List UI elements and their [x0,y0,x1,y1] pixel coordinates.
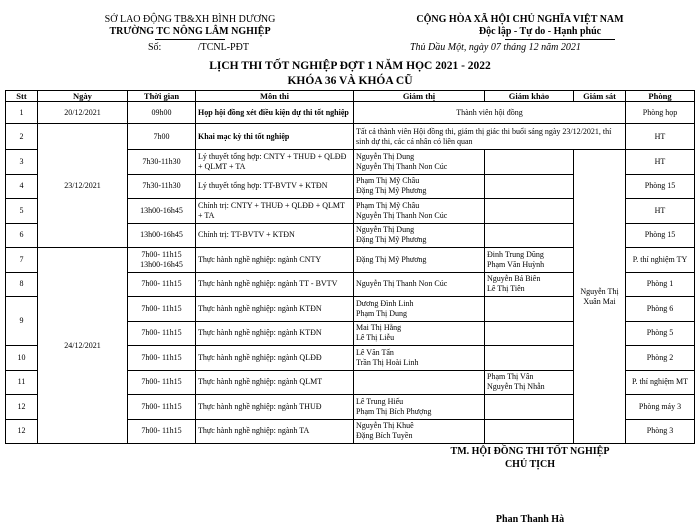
cell-subject: Thực hành nghề nghiệp: ngành CNTY [196,248,354,273]
cell-subject: Khai mạc kỳ thi tốt nghiệp [196,124,354,150]
cell-examiners [485,297,574,322]
cell-stt: 2 [6,124,38,150]
cell-invigilators: Dương Đình Linh Phạm Thị Dung [354,297,485,322]
cell-time: 7h00 [128,124,196,150]
table-row [6,102,695,124]
cell-stt: 8 [6,272,38,297]
cell-examiners [485,223,574,248]
doc-number-label: Số: [148,42,162,53]
cell-subject: Họp hội đồng xét điều kiện dự thi tốt nghiệp [196,102,354,124]
cell-time: 7h00- 11h15 [128,419,196,444]
cell-subject: Thực hành nghề nghiệp: ngành QLĐĐ [196,346,354,371]
cell-stt: 1 [6,102,38,124]
cell-date: 24/12/2021 [38,248,128,444]
cell-stt: 10 [6,346,38,371]
col-subject: Môn thi [196,91,354,102]
org-school: TRƯỜNG TC NÔNG LÂM NGHIỆP [109,26,271,37]
republic-motto: Độc lập - Tự do - Hạnh phúc [478,26,602,37]
cell-stt: 9 [6,297,38,346]
col-stt: Stt [6,91,38,102]
cell-time: 09h00 [128,102,196,124]
cell-invigilators: Lê Văn Tấn Trần Thị Hoài Linh [354,346,485,371]
page-title: LỊCH THI TỐT NGHIỆP ĐỢT 1 NĂM HỌC 2021 - 2022 [209,60,491,72]
cell-invigilators: Phạm Thị Mỹ Châu Đặng Thị Mỹ Phương [354,174,485,199]
col-examiners: Giám khảo [485,91,574,102]
cell-examiners [485,321,574,346]
cell-invigilators: Lê Trung Hiếu Phạm Thị Bích Phượng [354,395,485,420]
signature-name: Phan Thanh Hà [495,514,565,525]
cell-room: Phòng 1 [626,272,695,297]
cell-invigilators: Tất cả thành viên Hội đồng thi, giám thị giác thi buổi sáng ngày 23/12/2021, thí sinh dự thi, các cá nhân có liên quan [354,124,626,150]
cell-invigilators: Nguyễn Thị Dung Đặng Thị Mỹ Phương [354,223,485,248]
exam-schedule-table [5,90,695,444]
cell-subject: Thực hành nghề nghiệp: ngành THUĐ [196,395,354,420]
cell-time: 7h30-11h30 [128,150,196,175]
cell-room: HT [626,150,695,175]
cell-time: 7h00- 11h15 [128,395,196,420]
cell-date: 20/12/2021 [38,102,128,124]
cell-date: 23/12/2021 [38,124,128,248]
cell-invigilators: Nguyễn Thị Khuê Đặng Bích Tuyền [354,419,485,444]
cell-time: 13h00-16h45 [128,223,196,248]
cell-time: 7h00- 11h15 [128,272,196,297]
cell-invigilators: Nguyễn Thị Thanh Non Cúc [354,272,485,297]
cell-room: Phòng 15 [626,223,695,248]
cell-invigilators: Thành viên hội đồng [354,102,626,124]
republic-header [395,14,645,40]
cell-examiners: Phạm Thị Vân Nguyễn Thị Nhẫn [485,370,574,395]
cell-subject: Thực hành nghề nghiệp: ngành QLMT [196,370,354,395]
cell-stt: 7 [6,248,38,273]
col-invigilators: Giám thị [354,91,485,102]
col-supervisor: Giám sát [574,91,626,102]
page-subtitle: KHÓA 36 VÀ KHÓA CŨ [287,75,413,87]
cell-room: P. thí nghiệm TY [626,248,695,273]
cell-invigilators: Mai Thị Hằng Lê Thị Liễu [354,321,485,346]
cell-time: 7h00- 11h15 [128,297,196,322]
cell-stt: 12 [6,419,38,444]
cell-invigilators: Đặng Thị Mỹ Phương [354,248,485,273]
org-ministry: SỞ LAO ĐỘNG TB&XH BÌNH DƯƠNG [104,14,276,25]
cell-subject: Thực hành nghề nghiệp: ngành TT - BVTV [196,272,354,297]
col-room: Phòng [626,91,695,102]
cell-room: Phòng 5 [626,321,695,346]
cell-stt: 6 [6,223,38,248]
cell-room: Phòng 3 [626,419,695,444]
cell-time: 7h00- 11h15 13h00-16h45 [128,248,196,273]
cell-examiners: Nguyễn Bá Biên Lê Thị Tiên [485,272,574,297]
col-time: Thời gian [128,91,196,102]
cell-stt: 12 [6,395,38,420]
cell-room: Phòng 2 [626,346,695,371]
cell-subject: Thực hành nghề nghiệp: ngành KTĐN [196,297,354,322]
table-row [6,124,695,150]
cell-examiners: Đinh Trung Dũng Phạm Văn Huỳnh [485,248,574,273]
cell-stt: 5 [6,199,38,224]
cell-invigilators: Phạm Thị Mỹ Châu Nguyễn Thị Thanh Non Cúc [354,199,485,224]
cell-room: Phòng 6 [626,297,695,322]
cell-subject: Lý thuyết tổng hợp: TT-BVTV + KTĐN [196,174,354,199]
cell-stt: 11 [6,370,38,395]
cell-time: 7h00- 11h15 [128,370,196,395]
cell-examiners [485,395,574,420]
date-place: Thủ Dầu Một, ngày 07 tháng 12 năm 2021 [410,42,581,53]
cell-stt: 4 [6,174,38,199]
cell-subject: Lý thuyết tổng hợp: CNTY + THUĐ + QLĐĐ + QLMT + TA [196,150,354,175]
table-header-row [6,91,695,102]
cell-invigilators: Nguyễn Thị Dung Nguyễn Thị Thanh Non Cúc [354,150,485,175]
cell-room: HT [626,199,695,224]
cell-room: Phòng 15 [626,174,695,199]
cell-invigilators [354,370,485,395]
signature-title: TM. HỘI ĐỒNG THI TỐT NGHIỆP [450,446,610,457]
cell-time: 13h00-16h45 [128,199,196,224]
cell-room: Phòng họp [626,102,695,124]
doc-number-value: /TCNL-PĐT [197,42,249,53]
cell-room: HT [626,124,695,150]
cell-time: 7h00- 11h15 [128,346,196,371]
republic-name: CỘNG HÒA XÃ HỘI CHỦ NGHĨA VIỆT NAM [416,14,624,25]
cell-supervisor: Nguyễn Thị Xuân Mai [574,150,626,444]
col-date: Ngày [38,91,128,102]
cell-stt: 3 [6,150,38,175]
divider [155,39,225,40]
cell-subject: Thực hành nghề nghiệp: ngành KTĐN [196,321,354,346]
cell-room: Phòng máy 3 [626,395,695,420]
cell-subject: Thực hành nghề nghiệp: ngành TA [196,419,354,444]
cell-examiners [485,419,574,444]
cell-time: 7h30-11h30 [128,174,196,199]
cell-subject: Chính trị: CNTY + THUĐ + QLĐĐ + QLMT + TA [196,199,354,224]
cell-subject: Chính trị: TT-BVTV + KTĐN [196,223,354,248]
organization-header [95,14,285,40]
cell-examiners [485,150,574,175]
cell-examiners [485,199,574,224]
doc-number [148,42,249,53]
cell-examiners [485,174,574,199]
cell-examiners [485,346,574,371]
divider [505,39,615,40]
cell-room: P. thí nghiệm MT [626,370,695,395]
signature-role: CHỦ TỊCH [504,459,556,470]
cell-time: 7h00- 11h15 [128,321,196,346]
